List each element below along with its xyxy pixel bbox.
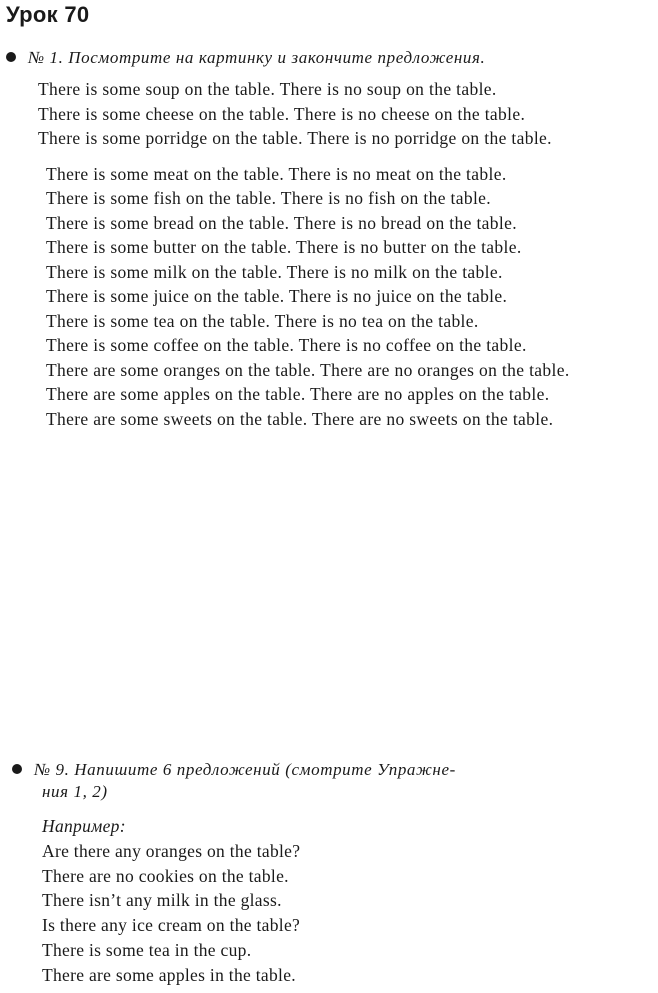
answer-sentence: There are some sweets on the table. There are no sweets on the table. — [46, 408, 554, 429]
task1-answers — [10, 77, 638, 431]
task1-heading: № 1. Посмотрите на картинку и закончите предложения. — [28, 48, 486, 67]
task1-heading-row — [6, 48, 485, 68]
task9-heading-block — [12, 760, 642, 802]
answer-sentence: There are some oranges on the table. There are no oranges on the table. — [46, 359, 570, 380]
answer-sentence: There is some fish on the table. There is no fish on the table. — [46, 188, 492, 208]
answer-sentence: There is some porridge on the table. There is no porridge on the table. — [38, 128, 552, 148]
task9-heading-line1: № 9. Напишите 6 предложений (смотрите Упражне- — [34, 760, 456, 779]
answer-sentence: There is some cheese on the table. There is no cheese on the table. — [38, 103, 526, 124]
example-sentence: Is there any ice cream on the table? — [42, 915, 301, 936]
task9-heading-line2: ния 1, 2) — [42, 782, 108, 801]
answer-sentence: There is some juice on the table. There is no juice on the table. — [46, 286, 508, 306]
answer-sentence: There is some coffee on the table. There is no coffee on the table. — [46, 335, 527, 355]
answer-sentence: There is some bread on the table. There is no bread on the table. — [46, 212, 517, 233]
example-sentence: Are there any oranges on the table? — [42, 840, 301, 861]
bullet-icon — [12, 764, 22, 774]
lesson-title: Урок 70 — [6, 2, 90, 27]
answer-sentence: There is some meat on the table. There is no meat on the table. — [46, 163, 507, 184]
answer-sentence: There is some milk on the table. There is no milk on the table. — [46, 261, 503, 282]
answer-sentence: There is some butter on the table. There is no butter on the table. — [46, 237, 522, 257]
task9-examples — [42, 814, 300, 988]
example-label: Например: — [42, 816, 126, 836]
answer-sentence: There is some soup on the table. There is no soup on the table. — [38, 79, 497, 99]
answer-sentence: There is some tea on the table. There is no tea on the table. — [46, 310, 479, 331]
example-sentence: There are some apples in the table. — [42, 964, 296, 985]
example-sentence: There is some tea in the cup. — [42, 939, 252, 960]
bullet-icon — [6, 52, 16, 62]
example-sentence: There are no cookies on the table. — [42, 865, 289, 886]
answer-sentence: There are some apples on the table. There are no apples on the table. — [46, 384, 550, 404]
example-sentence: There isn’t any milk in the glass. — [42, 890, 282, 911]
